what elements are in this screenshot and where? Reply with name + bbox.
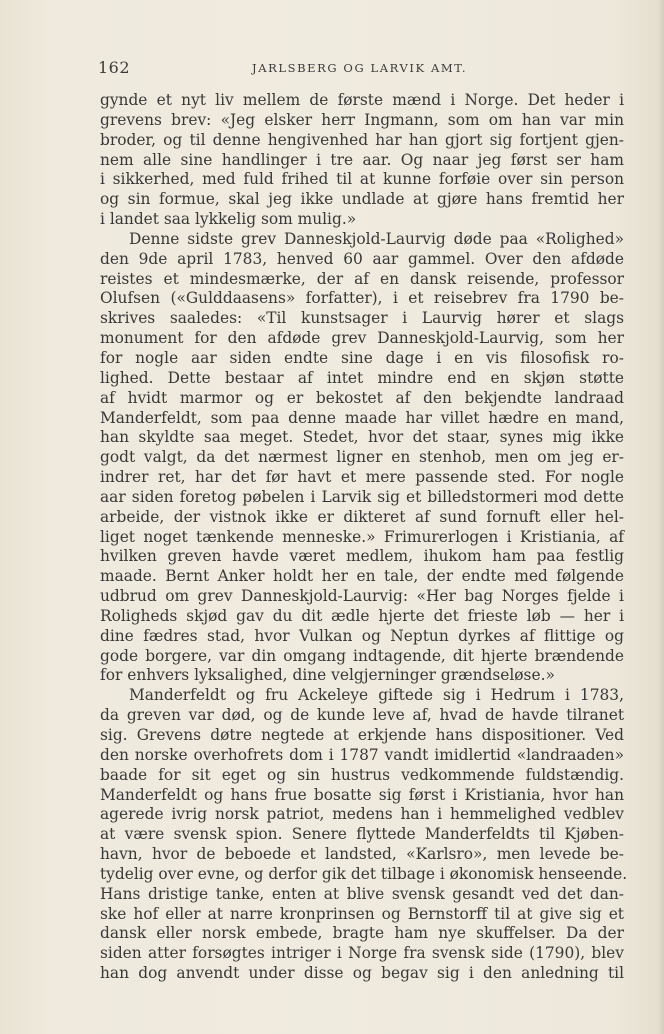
text-line: Olufsen («Gulddaasens» forfatter), i et reisebrev fra 1790 be- <box>100 289 624 308</box>
text-line: godt valgt, da det nærmest ligner en stenhob, men om jeg er- <box>100 448 624 467</box>
text-line: monument for den afdøde grev Danneskjold-Laurvig, som her <box>100 329 624 348</box>
text-line: Manderfeldt og hans frue bosatte sig først i Kristiania, hvor han <box>100 785 624 804</box>
text-line: Manderfeldt og fru Ackeleye giftede sig i Hedrum i 1783, <box>129 686 624 705</box>
text-line: og sin formue, skal jeg ikke undlade at gjøre hans fremtid her <box>100 190 624 209</box>
text-line: da greven var død, og de kunde leve af, hvad de havde tilranet <box>100 706 624 725</box>
text-line: i sikkerhed, med fuld frihed til at kunne forføie over sin person <box>100 170 624 189</box>
text-line: Roligheds skjød gav du dit ædle hjerte det frieste løb — her i <box>100 606 624 625</box>
text-line: Manderfeldt, som paa denne maade har villet hædre en mand, <box>100 408 624 427</box>
text-line: hvilken greven havde været medlem, ihukom ham paa festlig <box>100 547 624 566</box>
text-line: broder, og til denne hengivenhed har han gjort sig fortjent gjen- <box>100 130 624 149</box>
text-line: grevens brev: «Jeg elsker herr Ingmann, som om han var min <box>100 110 624 129</box>
text-line: baade for sit eget og sin hustrus vedkommende fuldstændig. <box>100 765 624 784</box>
text-line: i landet saa lykkelig som mulig.» <box>100 210 357 229</box>
text-line: udbrud om grev Danneskjold-Laurvig: «Her bag Norges fjelde i <box>100 587 624 606</box>
text-line: gynde et nyt liv mellem de første mænd i Norge. Det heder i <box>100 91 624 109</box>
text-line: agerede ivrig norsk patriot, medens han i hemmelighed vedblev <box>100 805 624 824</box>
text-line: lighed. Dette bestaar af intet mindre end en skjøn støtte <box>100 368 624 387</box>
text-line: indrer ret, har det før havt et mere passende sted. For nogle <box>100 468 624 487</box>
text-line: sig. Grevens døtre negtede at erkjende hans dispositioner. Ved <box>100 726 624 744</box>
text-line: for nogle aar siden endte sine dage i en vis filosofisk ro- <box>100 348 624 367</box>
text-line: af hvidt marmor og er bekostet af den bekjendte landraad <box>100 388 624 407</box>
page-edge-shadow <box>658 0 664 1034</box>
text-line: nem alle sine handlinger i tre aar. Og naar jeg først ser ham <box>100 150 624 169</box>
text-line: at være svensk spion. Senere flyttede Manderfeldts til Kjøben- <box>100 825 624 844</box>
text-line: for enhvers lyksalighed, dine velgjerninger grændseløse.» <box>100 666 555 685</box>
text-line: den 9de april 1783, henved 60 aar gammel. Over den afdøde <box>100 249 624 268</box>
text-line: tydelig over evne, og derfor gik det tilbage i økonomisk henseende. <box>100 864 628 883</box>
text-line: skrives saaledes: «Til kunstsager i Laurvig hører et slags <box>100 309 624 328</box>
text-line: siden atter forsøgtes intriger i Norge fra svensk side (1790), blev <box>100 944 624 963</box>
page-number: 162 <box>98 58 131 77</box>
body-text <box>100 91 628 984</box>
running-title: JARLSBERG OG LARVIK AMT. <box>252 61 468 75</box>
text-line: dine fædres stad, hvor Vulkan og Neptun dyrkes af flittige og <box>100 626 624 645</box>
text-line: Hans dristige tanke, enten at blive svensk gesandt ved det dan- <box>100 884 624 903</box>
text-line: arbeide, der vistnok ikke er dikteret af sund fornuft eller hel- <box>100 507 624 526</box>
text-line: Denne sidste grev Danneskjold-Laurvig døde paa «Rolighed» <box>129 229 624 248</box>
text-line: havn, hvor de beboede et landsted, «Karlsro», men levede be- <box>100 845 624 864</box>
text-line: ske hof eller at narre kronprinsen og Bernstorff til at give sig et <box>100 904 624 923</box>
page-header <box>98 58 628 82</box>
text-line: liget noget tænkende menneske.» Frimurerlogen i Kristiania, af <box>100 527 624 546</box>
text-line: aar siden foretog pøbelen i Larvik sig et billedstormeri mod dette <box>100 487 624 506</box>
text-line: gode borgere, var din omgang indtagende, dit hjerte brændende <box>100 646 624 665</box>
text-line: reistes et mindesmærke, der af en dansk reisende, professor <box>100 269 624 288</box>
text-line: maade. Bernt Anker holdt her en tale, der endte med følgende <box>100 567 624 586</box>
text-line: dansk eller norsk embede, bragte ham nye skuffelser. Da der <box>100 924 624 943</box>
text-line: den norske overhofrets dom i 1787 vandt imidlertid «landraaden» <box>100 745 624 764</box>
text-line: han skyldte saa meget. Stedet, hvor det staar, synes mig ikke <box>100 428 624 447</box>
text-line: han dog anvendt under disse og begav sig i den anledning til <box>100 964 624 983</box>
